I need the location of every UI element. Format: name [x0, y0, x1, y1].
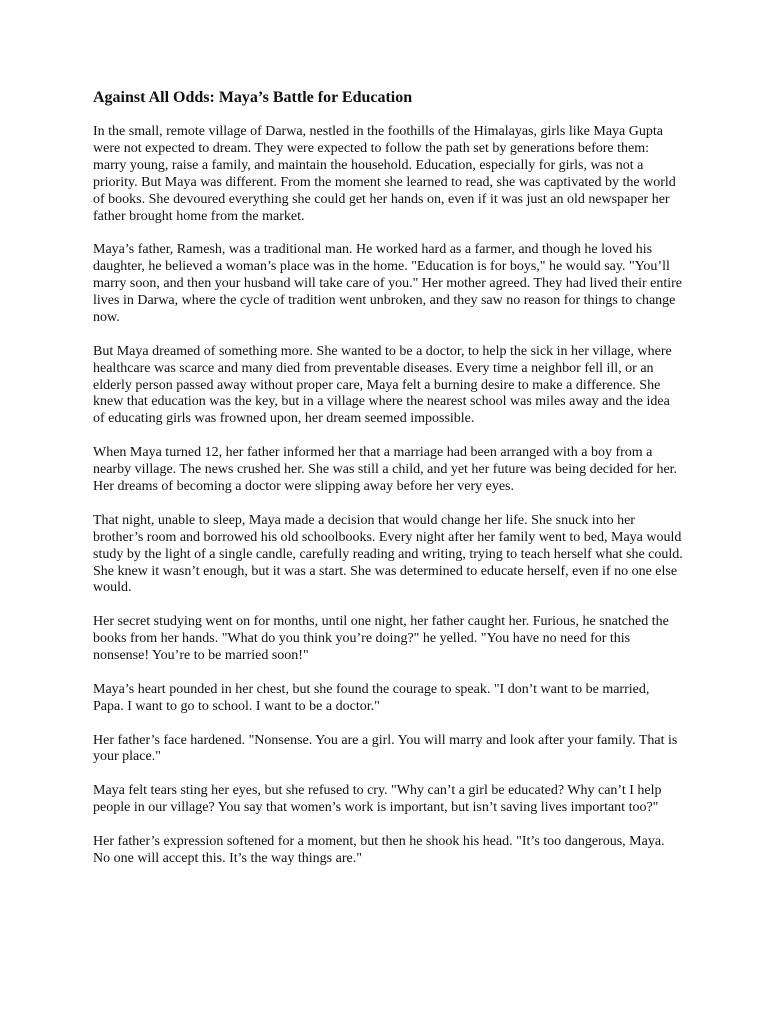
paragraph: Her father’s expression softened for a moment, but then he shook his head. "It’s too dangerous, Maya. No one will accept this. It’s the way things are."	[93, 833, 665, 866]
paragraph: When Maya turned 12, her father informed her that a marriage had been arranged with a boy from a nearby village. The news crushed her. She was still a child, and yet her future was being decided for her. Her dreams of becoming a doctor were slipping away before her very eyes.	[93, 445, 678, 494]
paragraph: Her father’s face hardened. "Nonsense. You are a girl. You will marry and look after your family. That is your place."	[93, 732, 678, 765]
paragraph: Maya’s father, Ramesh, was a traditional man. He worked hard as a farmer, and though he loved his daughter, he believed a woman’s place was in the home. "Education is for boys," he would say. "You’ll marry soon, and then your husband will take care of you." Her mother agreed. They had lived their entire lives in Darwa, where the cycle of tradition went unbroken, and they saw no reason for things to change now.	[93, 242, 682, 325]
document-title: Against All Odds: Maya’s Battle for Education	[93, 89, 413, 106]
paragraph: Maya felt tears sting her eyes, but she refused to cry. "Why can’t a girl be educated? Why can’t I help people in our village? You say that women’s work is important, but isn’t saving lives important too?"	[93, 783, 662, 816]
paragraph: But Maya dreamed of something more. She wanted to be a doctor, to help the sick in her village, where healthcare was scarce and many died from preventable diseases. Every time a neighbor fell ill, or an elderly person passed away without proper care, Maya felt a burning desire to make a difference. She knew that education was the key, but in a village where the nearest school was miles away and the idea of educating girls was frowned upon, her dream seemed impossible.	[93, 343, 672, 427]
paragraph: Her secret studying went on for months, until one night, her father caught her. Furious, he snatched the books from her hands. "What do you think you’re doing?" he yelled. "You have no need for this nonsense! You’re to be married soon!"	[93, 614, 669, 664]
document-body	[93, 88, 683, 885]
paragraph: Maya’s heart pounded in her chest, but she found the courage to speak. "I don’t want to be married, Papa. I want to go to school. I want to be a doctor."	[93, 681, 650, 714]
paragraph: That night, unable to sleep, Maya made a decision that would change her life. She snuck into her brother’s room and borrowed his old schoolbooks. Every night after her family went to bed, Maya would study by the light of a single candle, carefully reading and writing, trying to teach herself what she could. She knew it wasn’t enough, but it was a start. She was determined to educate herself, even if no one else would.	[93, 512, 683, 596]
paragraph: In the small, remote village of Darwa, nestled in the foothills of the Himalayas, girls like Maya Gupta were not expected to dream. They were expected to follow the path set by generations before them: marry young, raise a family, and maintain the household. Education, especially for girls, was not a priority. But Maya was different. From the moment she learned to read, she was captivated by the world of books. She devoured everything she could get her hands on, even if it was just an old newspaper her father brought home from the market.	[93, 124, 676, 224]
